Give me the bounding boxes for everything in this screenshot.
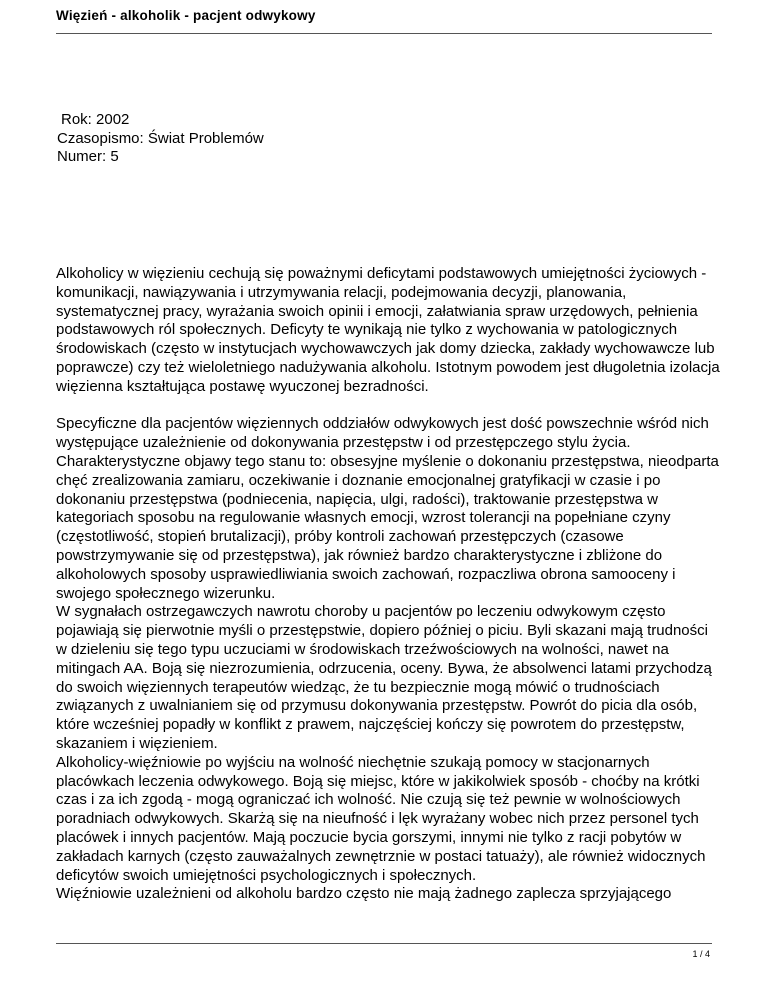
- paragraph-1: Alkoholicy w więzieniu cechują się poważnymi deficytami podstawowych umiejętności życiowych - komunikacji, nawiązywania i utrzymywania relacji, podejmowania decyzji, planowania, systematycznej pracy, wyrażania swoich opinii i emocji, załatwiania spraw urzędowych, pełnienia podstawowych ról społecznych. Deficyty te wynikają nie tylko z wychowania w patologicznych środowiskach (często w instytucjach wychowawczych jak domy dziecka, zakłady wychowawcze lub poprawcze) czy też wieloletniego nadużywania alkoholu. Istotnym powodem jest długoletnia izolacja więzienna kształtująca postawę wyuczonej bezradności.: [56, 265, 720, 395]
- header-divider: [56, 33, 712, 34]
- paragraph-3: W sygnałach ostrzegawczych nawrotu choroby u pacjentów po leczeniu odwykowym często pojawiają się pierwotnie myśli o przestępstwie, dopiero później o piciu. Byli skazani mają trudności w dzieleniu się tego typu uczuciami w środowiskach trzeźwościowych na wolności, nawet na mitingach AA. Boją się niezrozumienia, odrzucenia, oceny. Bywa, że absolwenci latami przychodzą do swoich więziennych terapeutów wiedząc, że tu bezpiecznie mogą mówić o trudnościach związanych z uwalnianiem się od przymusu dokonywania przestępstw. Powrót do picia dla osób, które wcześniej popadły w konflikt z prawem, najczęściej kończy się powrotem do przestępstw, skazaniem i więzieniem.: [56, 603, 712, 752]
- page-number: 1 / 4: [692, 949, 710, 959]
- article-body: [56, 265, 720, 904]
- article-metadata: [57, 111, 264, 167]
- footer-divider: [56, 943, 712, 944]
- paragraph-4: Alkoholicy-więźniowie po wyjściu na wolność niechętnie szukają pomocy w stacjonarnych placówkach leczenia odwykowego. Boją się miejsc, które w jakikolwiek sposób - choćby na krótki czas i za ich zgodą - mogą ograniczać ich wolność. Nie czują się też pewnie w wolnościowych poradniach odwykowych. Skarżą się na nieufność i lęk wyrażany wobec nich przez personel tych placówek i innych pacjentów. Mają poczucie bycia gorszymi, innymi nie tylko z racji pobytów w zakładach karnych (często zauważalnych zewnętrznie w postaci tatuaży), ale również widocznych deficytów swoich umiejętności psychologicznych i społecznych.: [56, 753, 706, 884]
- meta-journal: Czasopismo: Świat Problemów: [57, 129, 264, 147]
- paragraph-5: Więźniowie uzależnieni od alkoholu bardzo często nie mają żadnego zaplecza sprzyjającego: [56, 885, 672, 903]
- meta-issue: Numer: 5: [57, 148, 119, 166]
- document-title: Więzień - alkoholik - pacjent odwykowy: [56, 8, 316, 23]
- paragraph-2: Specyficzne dla pacjentów więziennych oddziałów odwykowych jest dość powszechnie wśród nich występujące uzależnienie od dokonywania przestępstw i od przestępczego stylu życia. Charakterystyczne objawy tego stanu to: obsesyjne myślenie o dokonaniu przestępstwa, nieodparta chęć zrealizowania zamiaru, oczekiwanie i doznanie emocjonalnej gratyfikacji w czasie i po dokonaniu przestępstwa (podniecenia, napięcia, ulgi, radości), traktowanie przestępstwa w kategoriach sposobu na regulowanie własnych emocji, wzrost tolerancji na popełniane czyny (częstotliwość, stopień brutalizacji), próby kontroli zachowań przestępczych (czasowe powstrzymywanie się od przestępstwa), jak również bardzo charakterystyczne i zbliżone do alkoholowych sposoby usprawiedliwiania swoich zachowań, rozpaczliwa obrona samooceny i swojego społecznego wizerunku.: [56, 415, 719, 602]
- meta-year: Rok: 2002: [61, 111, 130, 128]
